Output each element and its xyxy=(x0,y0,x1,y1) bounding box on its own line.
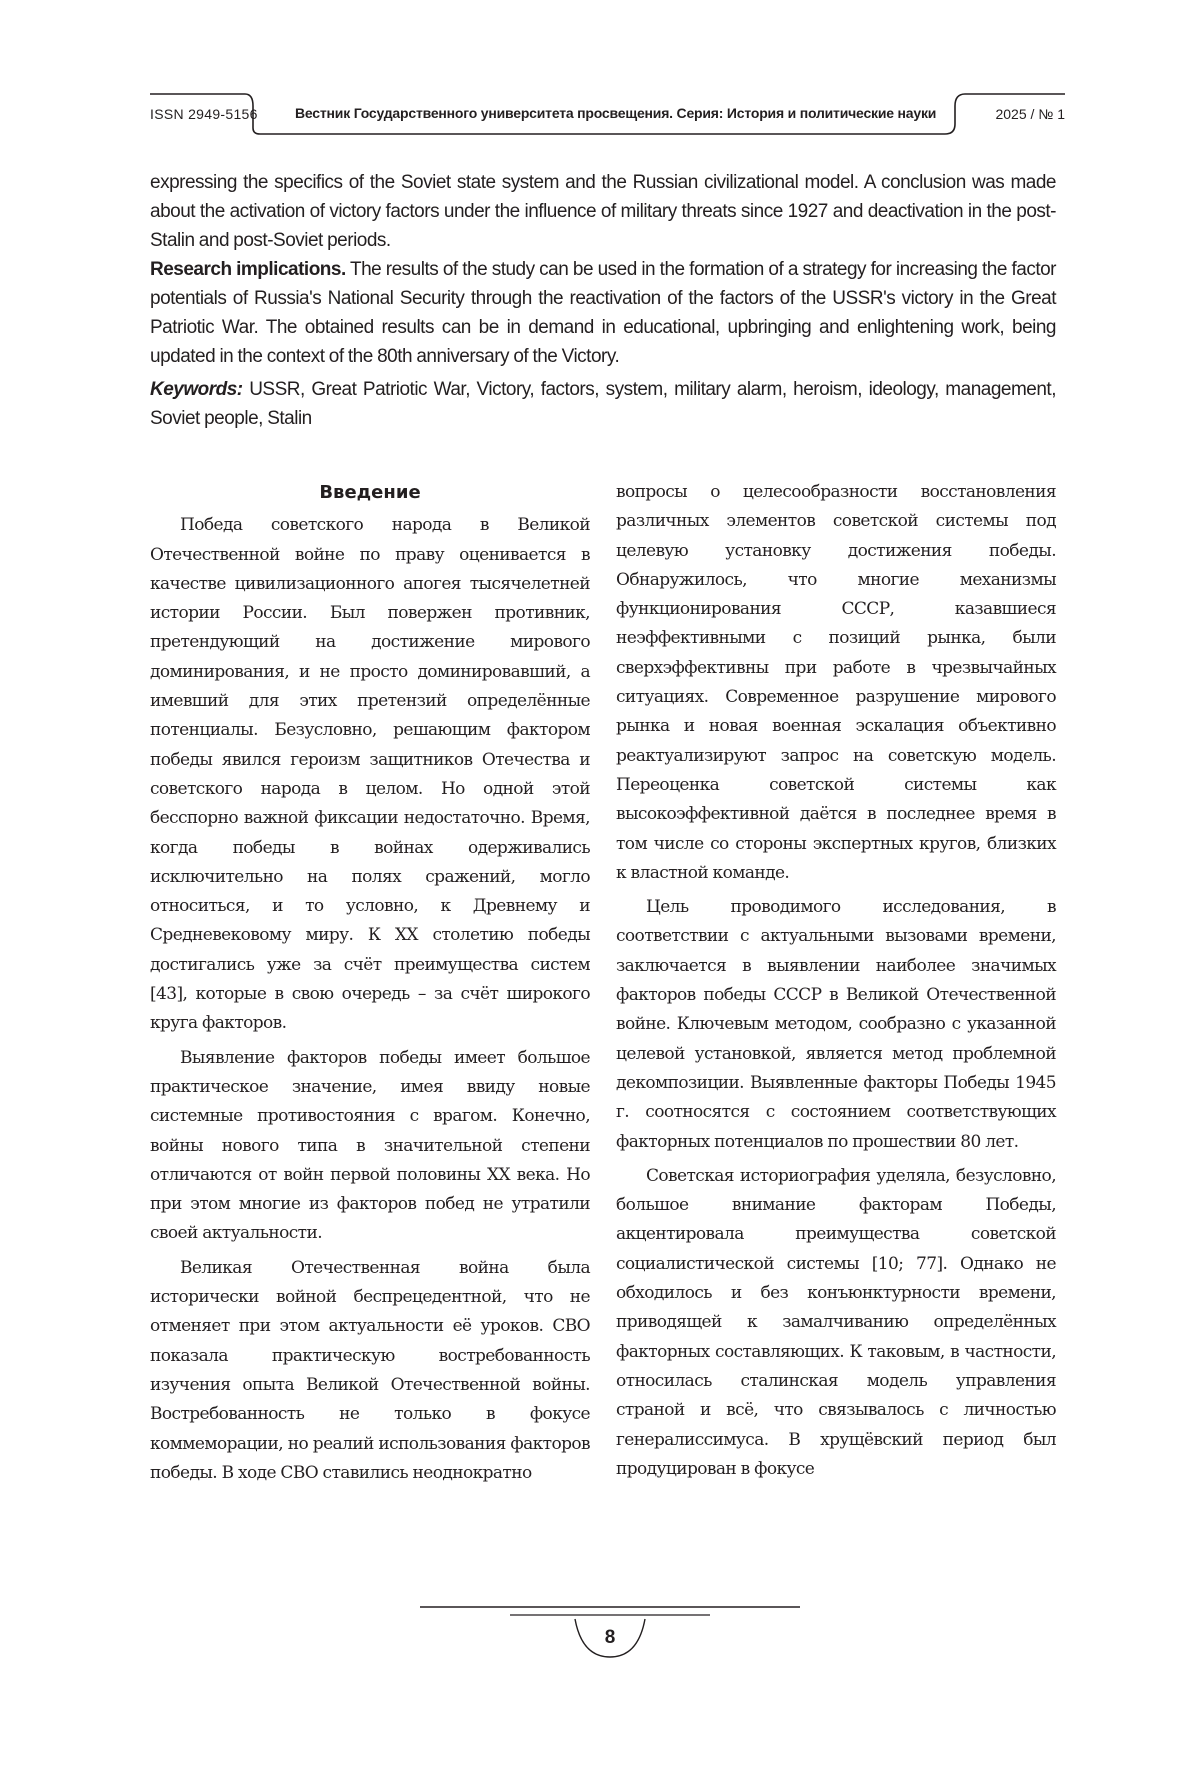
issue-number: 2025 / № 1 xyxy=(995,106,1065,122)
abstract-conclusion: expressing the specifics of the Soviet state system and the Russian civilizational model. A conclusion was made about the activation of victory factors under the influence of military threats since 1927 and deactivation in the post-Stalin and post-Soviet periods. xyxy=(150,172,1056,251)
research-implications xyxy=(150,255,1056,371)
paragraph-continuation: вопросы о целесообразности восстановления различных элементов советской системы под целевую установку достижения победы. Обнаружилось, что многие механизмы функционирования СССР, казавшиеся неэффективными с позиций рынка, были сверхэффективны при работе в чрезвычайных ситуациях. Современное разрушение мирового рынка и новая военная эскалация объективно реактуализируют запрос на советскую модель. Переоценка советской системы как высокоэффективной даётся в последнее время в том числе со стороны экспертных кругов, близких к властной команде. xyxy=(616,482,1056,883)
keywords xyxy=(150,375,1056,433)
running-header xyxy=(150,92,1065,136)
implications-label: Research implications. xyxy=(150,259,346,280)
paragraph: Великая Отечественная война была исторически войной беспрецедентной, что не отменяет при этом актуальности её уроков. СВО показала практическую востребованность изучения опыта Великой Отечественной войны. Востребованность не только в фокусе коммеморации, но реалий использования факторов победы. В ходе СВО ставились неоднократно xyxy=(150,1257,590,1483)
paragraph: Советская историография уделяла, безусловно, большое внимание факторам Победы, акцентировала преимущества советской социалистической системы [10; 77]. Однако не обходилось и без конъюнктурности времени, приводящей к замалчиванию определённых факторных составляющих. К таковым, в частности, относилась сталинская модель управления страной и всё, что связывалось с личностью генералиссимуса. В хрущёвский период был продуцирован в фокусе xyxy=(616,1165,1056,1479)
page-number: 8 xyxy=(604,1627,616,1648)
paragraph: Победа советского народа в Великой Отечественной войне по праву оценивается в качестве цивилизационного апогея тысячелетней истории России. Был повержен противник, претендующий на достижение мирового доминирования, и не просто доминировавший, а имевший для этих претензий определённые потенциалы. Безусловно, решающим фактором победы явился героизм защитников Отечества и советского народа в целом. Но одной этой бесспорно важной фиксации недостаточно. Время, когда победы в войнах одерживались исключительно на полях сражений, могло относиться, и то условно, к Древнему и Средневековому миру. К XX столетию победы достигались уже за счёт преимущества систем [43], которые в свою очередь – за счёт широкого круга факторов. xyxy=(150,515,590,1034)
keywords-text: USSR, Great Patriotic War, Victory, factors, system, military alarm, heroism, ideology, management, Soviet people, Stalin xyxy=(150,379,1056,429)
paragraph: Цель проводимого исследования, в соответствии с актуальными вызовами времени, заключается в выявлении наиболее значимых факторов победы СССР в Великой Отечественной войне. Ключевым методом, сообразно с указанной целевой установкой, является метод проблемной декомпозиции. Выявленные факторы Победы 1945 г. соотносятся с состоянием соответствующих факторных потенциалов по прошествии 80 лет. xyxy=(616,897,1056,1152)
page-footer xyxy=(420,1605,800,1665)
paragraph: Выявление факторов победы имеет большое практическое значение, имея ввиду новые системные противостояния с врагом. Конечно, войны нового типа в значительной степени отличаются от войн первой половины XX века. Но при этом многие из факторов побед не утратили своей актуальности. xyxy=(150,1047,590,1244)
implications-text: The results of the study can be used in the formation of a strategy for increasing the factor potentials of Russia's National Security through the reactivation of the factors of the USSR's victory in the Great Patriotic War. The obtained results can be in demand in educational, upbringing and enlightening work, being updated in the context of the 80th anniversary of the Victory. xyxy=(150,259,1057,367)
abstract-block xyxy=(150,168,1056,433)
right-column xyxy=(616,478,1056,1489)
section-title: Введение xyxy=(319,482,421,503)
issn: ISSN 2949-5156 xyxy=(150,106,258,122)
journal-title: Вестник Государственного университета просвещения. Серия: История и политические науки xyxy=(295,105,937,121)
left-column xyxy=(150,478,590,1493)
keywords-label: Keywords: xyxy=(150,379,243,400)
